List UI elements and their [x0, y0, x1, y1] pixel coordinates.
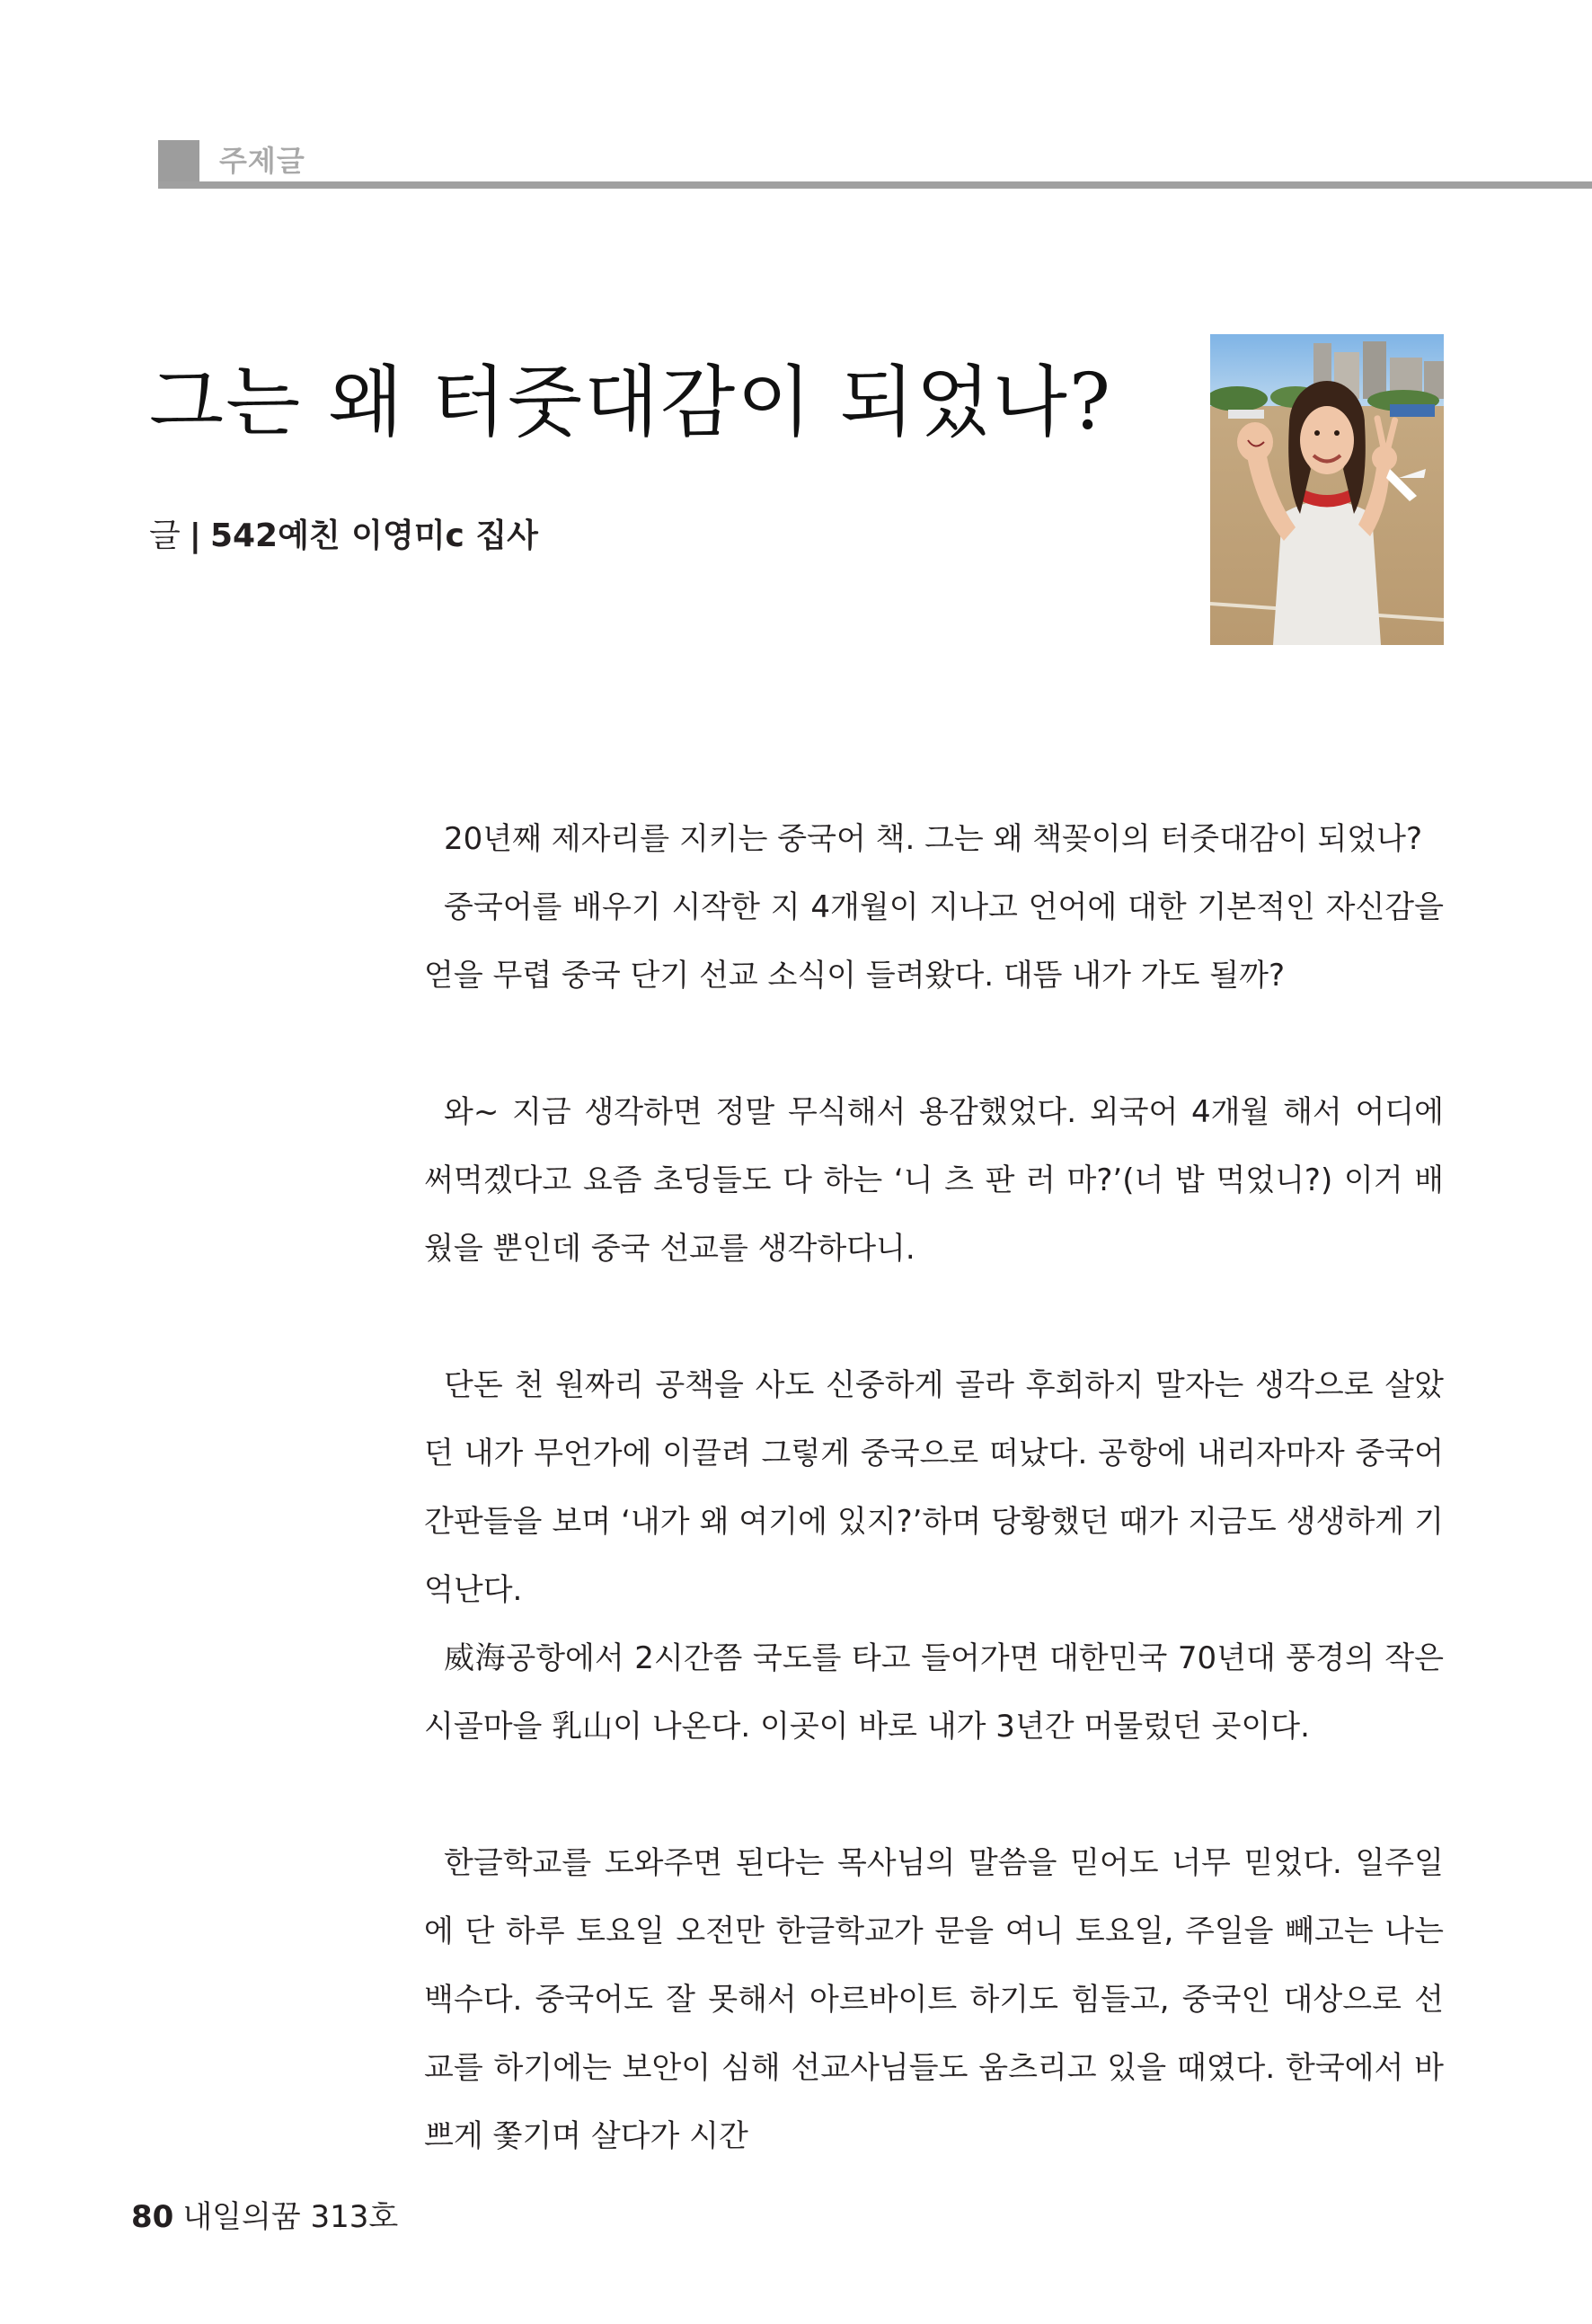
- page-number: 80: [131, 2199, 174, 2235]
- section-header: [158, 135, 1592, 189]
- page-footer: [131, 2192, 398, 2236]
- article-paragraph: 중국어를 배우기 시작한 지 4개월이 지나고 언어에 대한 기본적인 자신감을 얻을 무렵 중국 단기 선교 소식이 들려왔다. 대뜸 내가 가도 될까?: [424, 889, 1444, 994]
- article-paragraph: 단돈 천 원짜리 공책을 사도 신중하게 골라 후회하지 말자는 생각으로 살았던 내가 무언가에 이끌려 그렇게 중국으로 떠났다. 공항에 내리자마자 중국어 간판들을 보며 ‘내가 왜 여기에 있지?’하며 당황했던 때가 지금도 생생하게 기억난다.: [424, 1367, 1444, 1608]
- section-divider: [158, 181, 1592, 189]
- article-paragraph: 威海공항에서 2시간쯤 국도를 타고 들어가면 대한민국 70년대 풍경의 작은 시골마을 乳山이 나온다. 이곳이 바로 내가 3년간 머물렀던 곳이다.: [424, 1640, 1444, 1745]
- article-title: 그는 왜 터줏대감이 되었나?: [149, 358, 1112, 447]
- author-photo: [1210, 334, 1444, 645]
- publication-name: 내일의꿈 313호: [182, 2199, 399, 2235]
- byline-author: 542예친 이영미c 집사: [209, 517, 538, 554]
- byline-prefix: 글: [149, 517, 181, 554]
- section-label: 주제글: [219, 144, 305, 178]
- byline-separator: |: [189, 517, 201, 554]
- article-paragraph: 20년째 제자리를 지키는 중국어 책. 그는 왜 책꽂이의 터줏대감이 되었나?: [444, 821, 1423, 857]
- article-paragraph: 한글학교를 도와주면 된다는 목사님의 말씀을 믿어도 너무 믿었다. 일주일에 단 하루 토요일 오전만 한글학교가 문을 여니 토요일, 주일을 빼고는 나는 백수다. 중국어도 잘 못해서 아르바이트 하기도 힘들고, 중국인 대상으로 선교를 하기에는 보안이 심해 선교사님들도 움츠리고 있을 때였다. 한국에서 바쁘게 쫓기며 살다가 시간: [424, 1845, 1444, 2154]
- byline: [149, 510, 538, 556]
- article-body: [424, 805, 1444, 2170]
- article-paragraph: 와~ 지금 생각하면 정말 무식해서 용감했었다. 외국어 4개월 해서 어디에 써먹겠다고 요즘 초딩들도 다 하는 ‘니 츠 판 러 마?’(너 밥 먹었니?) 이거 배웠을 뿐인데 중국 선교를 생각하다니.: [424, 1094, 1444, 1267]
